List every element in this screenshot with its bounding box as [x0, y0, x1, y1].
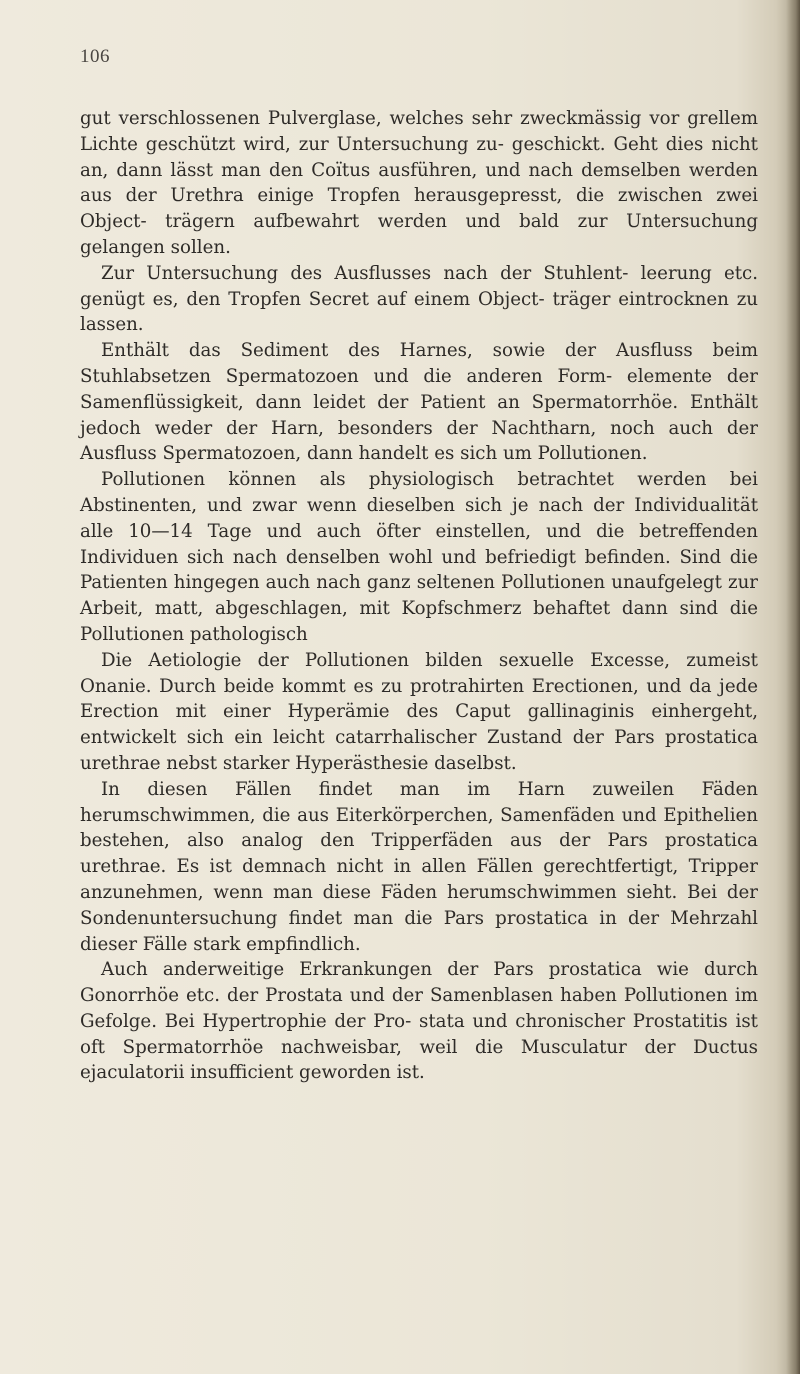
paragraph: Enthält das Sediment des Harnes, sowie der Ausfluss beim Stuhlabsetzen Spermatozoen und die anderen Form- elemente der Samenflüssigkeit, dann leidet der Patient an Spermatorrhöe. Enthält jedoch weder der Harn, besonders der Nachtharn, noch auch der Ausfluss Spermatozoen, dann handelt es sich um Pollutionen. — [80, 340, 758, 465]
page-number: 106 — [80, 46, 110, 67]
paragraph: In diesen Fällen findet man im Harn zuweilen Fäden herumschwimmen, die aus Eiterkörperchen, Samenfäden und Epithelien bestehen, also analog den Tripperfäden aus der Pars prostatica urethrae. Es ist demnach nicht in allen Fällen gerechtfertigt, Tripper anzunehmen, wenn man diese Fäden herumschwimmen sieht. Bei der Sondenuntersuchung findet man die Pars prostatica in der Mehrzahl dieser Fälle stark empfindlich. — [80, 778, 758, 955]
paragraph: gut verschlossenen Pulverglase, welches sehr zweckmässig vor grellem Lichte geschützt wird, zur Untersuchung zu- geschickt. Geht dies nicht an, dann lässt man den Coïtus ausführen, und nach demselben werden aus der Urethra einige Tropfen herausgepresst, die zwischen zwei Object- trägern aufbewahrt werden und bald zur Untersuchung gelangen sollen. — [80, 108, 758, 258]
paragraph: Zur Untersuchung des Ausflusses nach der Stuhlent- leerung etc. genügt es, den Tropfen Secret auf einem Object- träger eintrocknen zu lassen. — [80, 262, 758, 336]
paragraph: Die Aetiologie der Pollutionen bilden sexuelle Excesse, zumeist Onanie. Durch beide kommt es zu protrahirten Erectionen, und da jede Erection mit einer Hyperämie des Caput gallinaginis einhergeht, entwickelt sich ein leicht catarrhalischer Zustand der Pars prostatica urethrae nebst starker Hyperästhesie daselbst. — [80, 649, 758, 774]
paragraph: Pollutionen können als physiologisch betrachtet werden bei Abstinenten, und zwar wenn dieselben sich je nach der Individualität alle 10—14 Tage und auch öfter einstellen, und die betreffenden Individuen sich nach denselben wohl und befriedigt befinden. Sind die Patienten hingegen auch nach ganz seltenen Pollutionen unaufgelegt zur Arbeit, matt, abgeschlagen, mit Kopfschmerz behaftet dann sind die Pollutionen pathologisch — [80, 469, 758, 645]
paragraph: Auch anderweitige Erkrankungen der Pars prostatica wie durch Gonorrhöe etc. der Prostata und der Samenblasen haben Pollutionen im Gefolge. Bei Hypertrophie der Pro- stata und chronischer Prostatitis ist oft Spermatorrhöe nachweisbar, weil die Musculatur der Ductus ejaculatorii insufficient geworden ist. — [80, 959, 758, 1084]
page-edge-shadow — [786, 0, 800, 1374]
body-text — [80, 106, 758, 1086]
